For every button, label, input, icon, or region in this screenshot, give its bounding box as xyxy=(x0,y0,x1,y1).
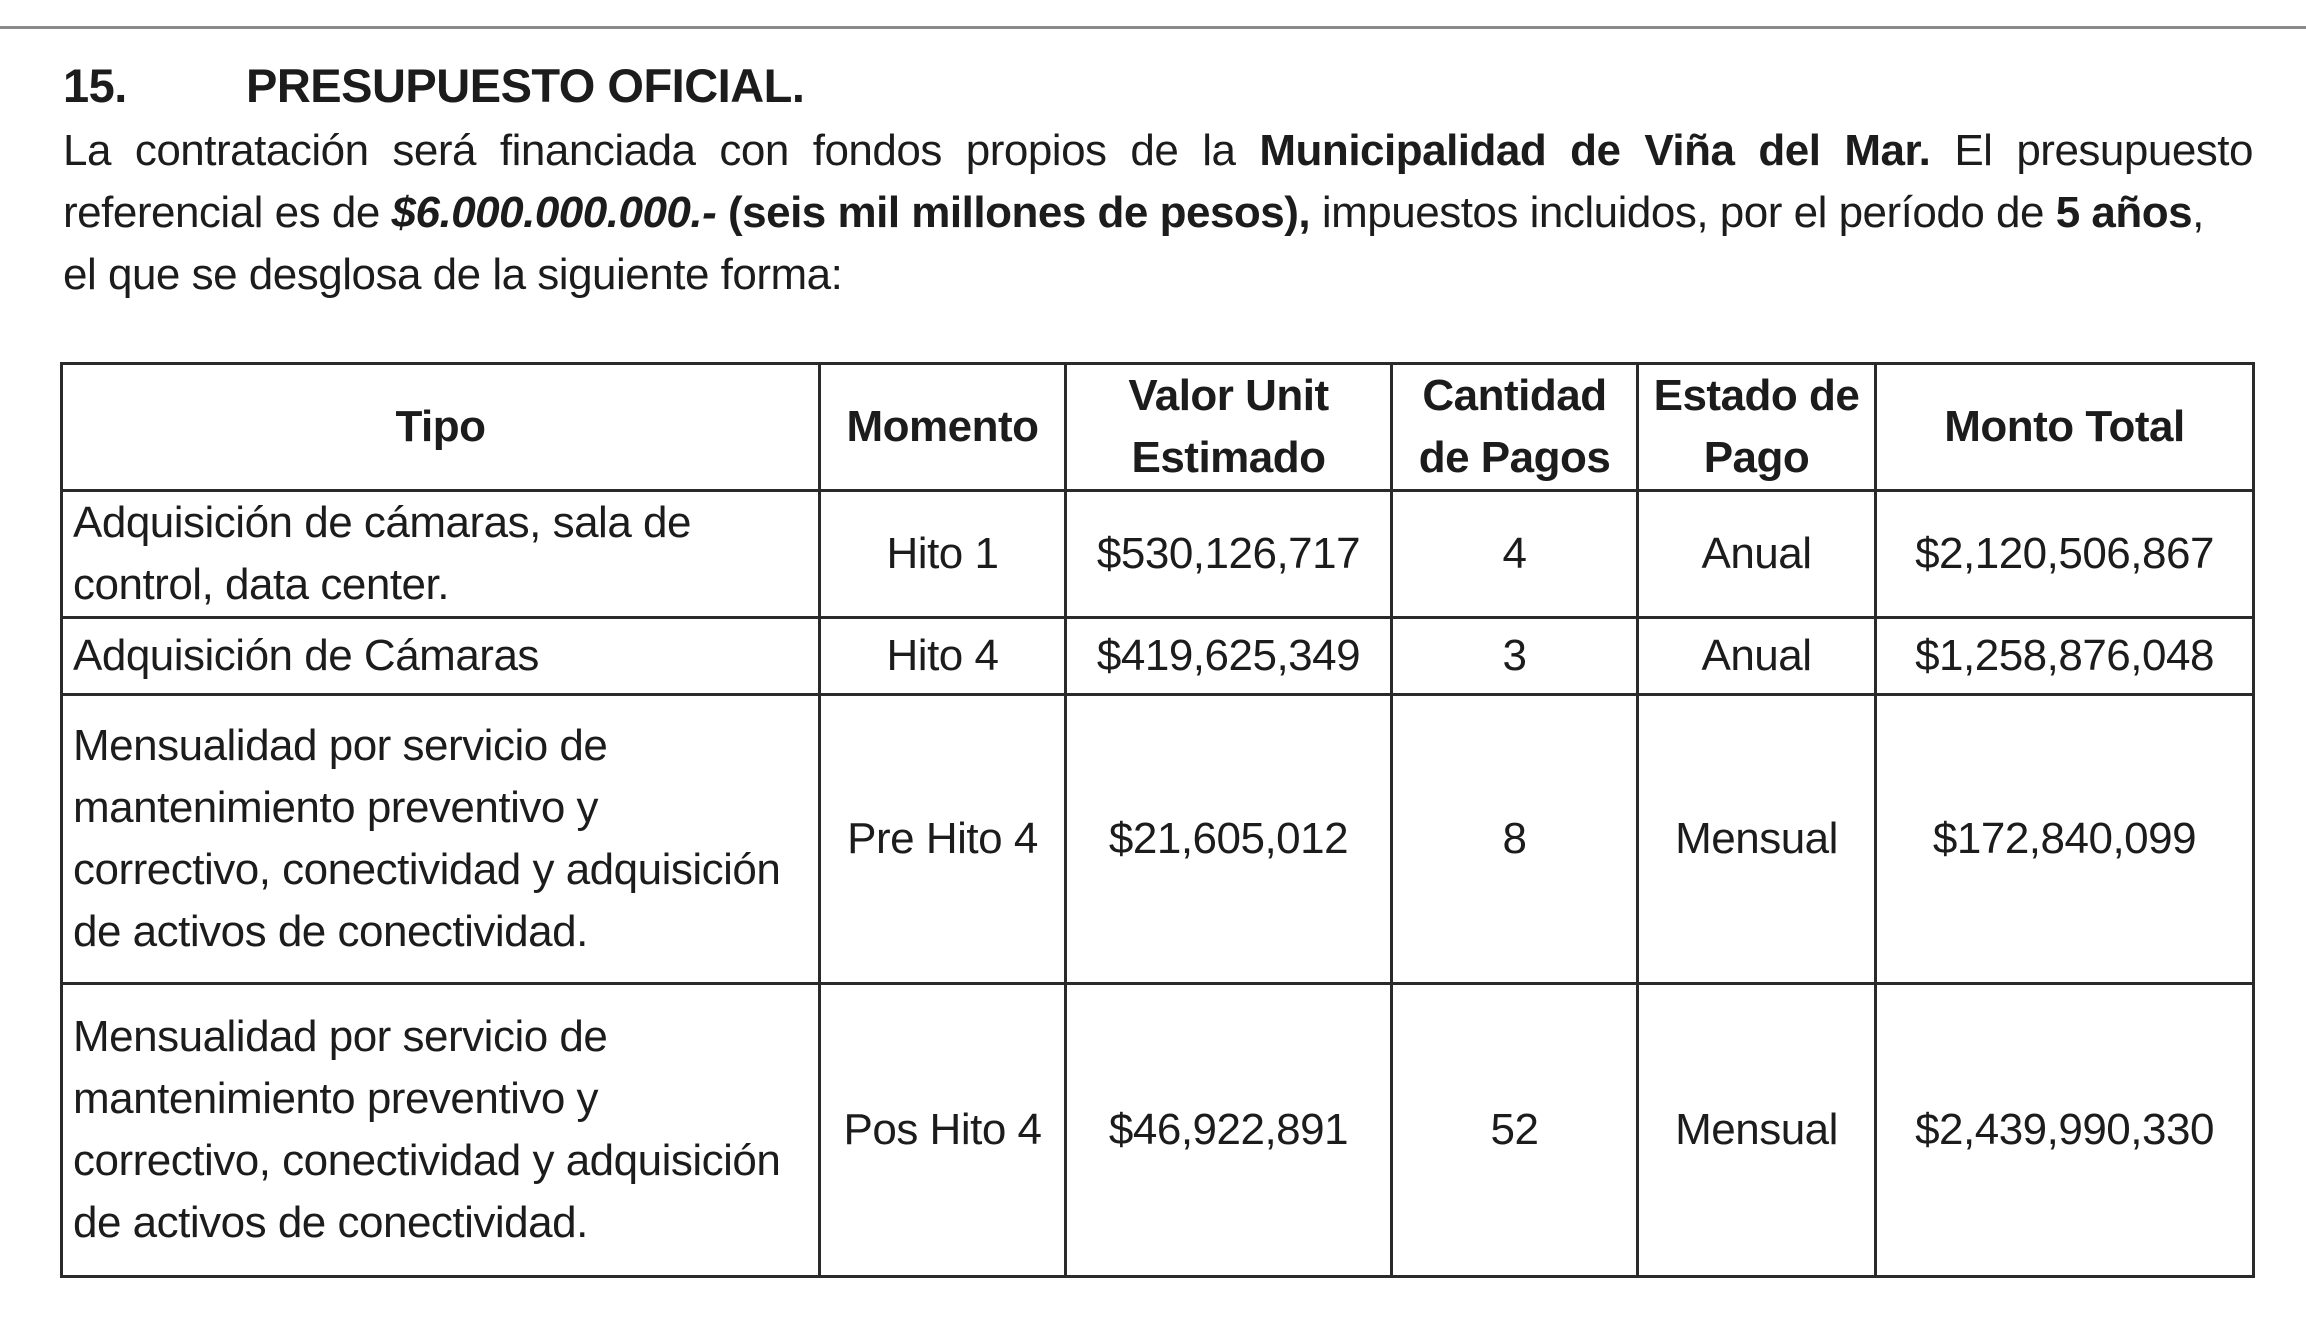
section-title: PRESUPUESTO OFICIAL. xyxy=(246,59,805,112)
cell-cantidad: 3 xyxy=(1392,618,1638,695)
cell-cantidad: 8 xyxy=(1392,695,1638,984)
section-heading xyxy=(63,56,804,116)
top-divider xyxy=(0,26,2306,29)
cell-valor-unit: $530,126,717 xyxy=(1066,491,1392,618)
header-tipo: Tipo xyxy=(62,364,820,491)
budget-table xyxy=(60,362,2255,1278)
cell-valor-unit: $21,605,012 xyxy=(1066,695,1392,984)
intro-line-3: el que se desglosa de la siguiente forma: xyxy=(63,250,843,299)
cell-monto: $1,258,876,048 xyxy=(1876,618,2254,695)
cell-momento: Pre Hito 4 xyxy=(820,695,1066,984)
cell-momento: Hito 4 xyxy=(820,618,1066,695)
cell-tipo: Adquisición de cámaras, sala de control, data center. xyxy=(62,491,820,618)
header-valor-unit: Valor Unit Estimado xyxy=(1066,364,1392,491)
period-years: 5 años xyxy=(2055,188,2193,237)
intro-text: referencial es de xyxy=(63,188,392,237)
table-row xyxy=(62,618,2254,695)
cell-momento: Hito 1 xyxy=(820,491,1066,618)
cell-cantidad: 4 xyxy=(1392,491,1638,618)
header-estado: Estado de Pago xyxy=(1638,364,1876,491)
intro-text: impuestos incluidos, por el período de xyxy=(1310,188,2056,237)
intro-line-1 xyxy=(63,120,2253,182)
cell-tipo: Adquisición de Cámaras xyxy=(62,618,820,695)
header-monto: Monto Total xyxy=(1876,364,2254,491)
intro-text: La contratación será financiada con fondos propios de la xyxy=(63,126,1260,175)
table-row xyxy=(62,491,2254,618)
budget-amount-words: (seis mil millones de pesos), xyxy=(716,188,1311,237)
cell-monto: $2,439,990,330 xyxy=(1876,984,2254,1277)
cell-estado: Mensual xyxy=(1638,984,1876,1277)
section-number: 15. xyxy=(63,59,127,112)
budget-amount: $6.000.000.000.- xyxy=(391,188,717,237)
cell-valor-unit: $419,625,349 xyxy=(1066,618,1392,695)
cell-tipo: Mensualidad por servicio de mantenimiento preventivo y correctivo, conectividad y adquisición de activos de conectividad. xyxy=(62,695,820,984)
intro-text: , xyxy=(2192,188,2204,237)
municipality-name: Municipalidad de Viña del Mar. xyxy=(1259,126,1931,175)
table-row xyxy=(62,984,2254,1277)
cell-estado: Anual xyxy=(1638,491,1876,618)
cell-momento: Pos Hito 4 xyxy=(820,984,1066,1277)
intro-paragraph xyxy=(63,120,2253,306)
cell-estado: Mensual xyxy=(1638,695,1876,984)
intro-line-2 xyxy=(63,182,2253,244)
cell-monto: $172,840,099 xyxy=(1876,695,2254,984)
cell-tipo: Mensualidad por servicio de mantenimiento preventivo y correctivo, conectividad y adquisición de activos de conectividad. xyxy=(62,984,820,1277)
cell-cantidad: 52 xyxy=(1392,984,1638,1277)
header-cantidad: Cantidad de Pagos xyxy=(1392,364,1638,491)
intro-text: El presupuesto xyxy=(1930,126,2253,175)
table-row xyxy=(62,695,2254,984)
cell-estado: Anual xyxy=(1638,618,1876,695)
header-momento: Momento xyxy=(820,364,1066,491)
cell-valor-unit: $46,922,891 xyxy=(1066,984,1392,1277)
cell-monto: $2,120,506,867 xyxy=(1876,491,2254,618)
table-header-row xyxy=(62,364,2254,491)
